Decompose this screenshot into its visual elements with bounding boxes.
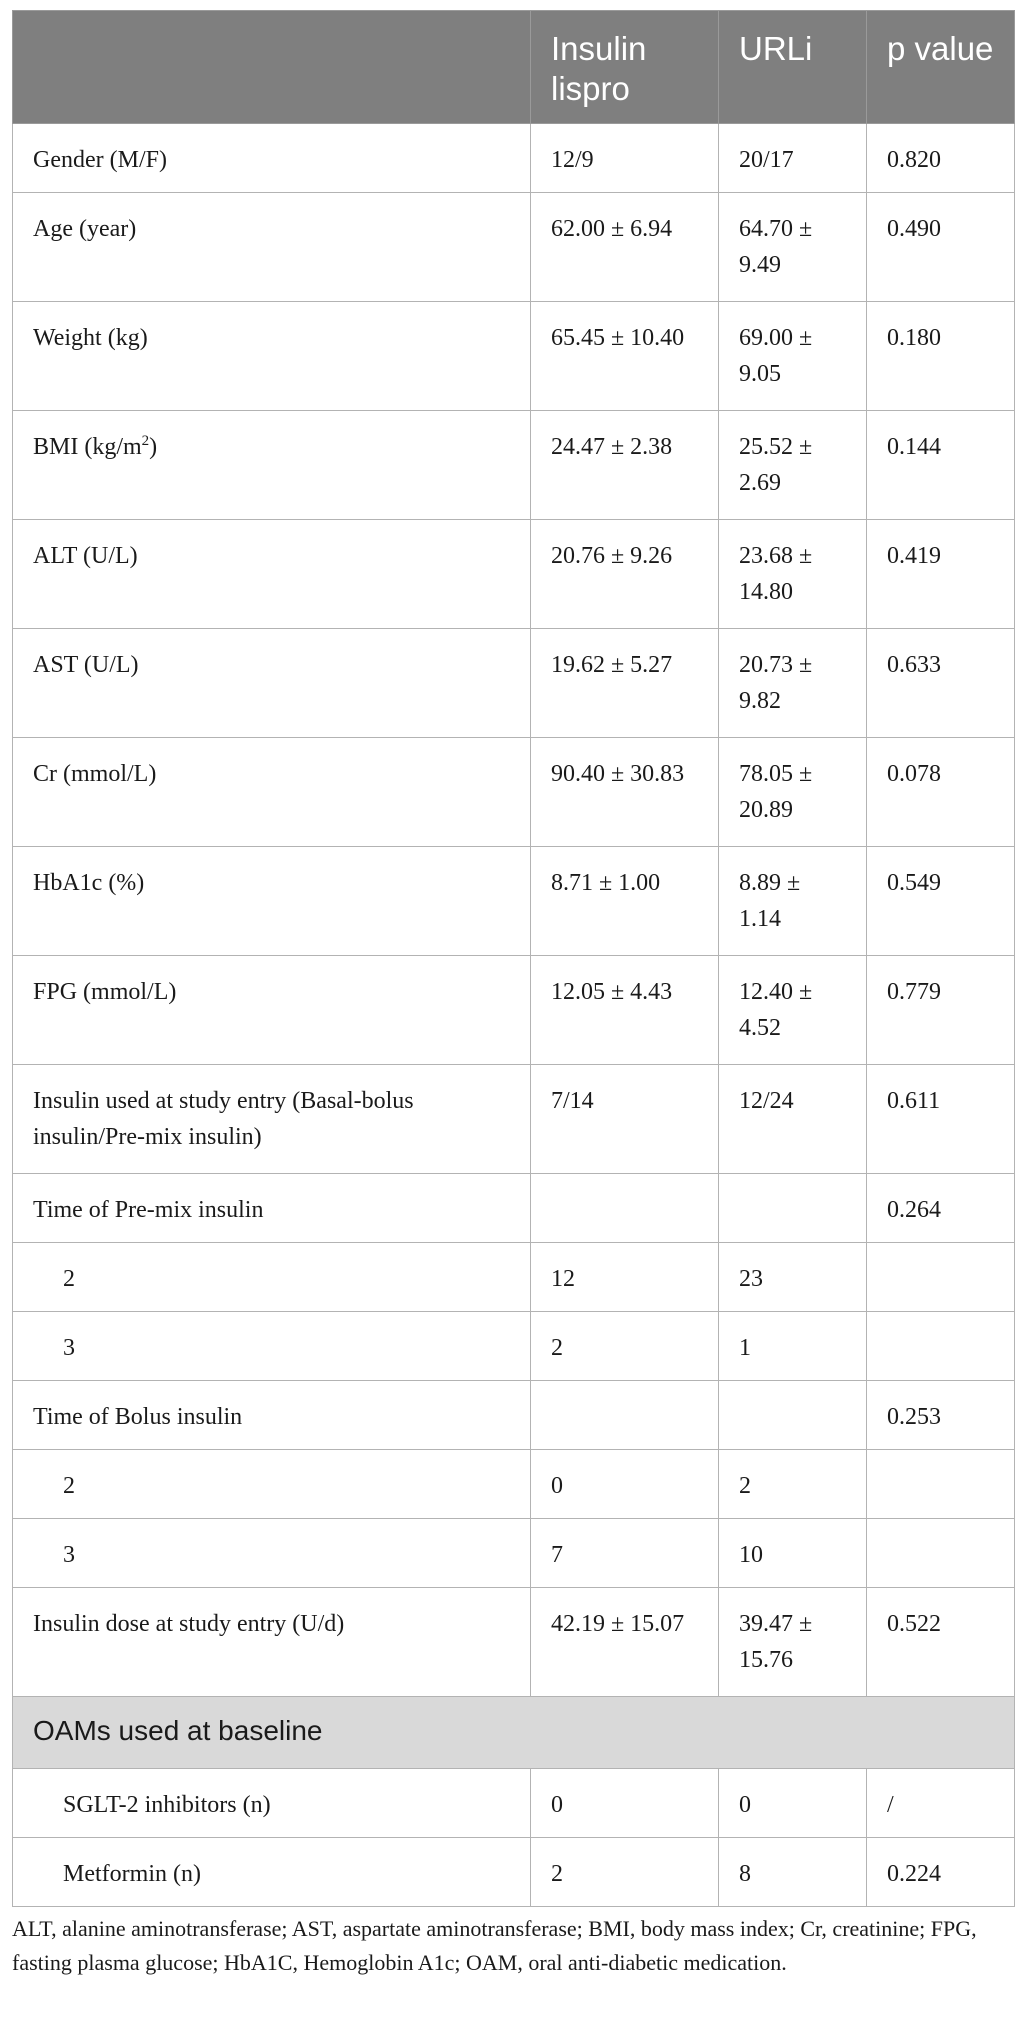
row-label bbox=[13, 411, 531, 520]
cell-p-value: 0.490 bbox=[867, 193, 1015, 302]
table-row bbox=[13, 193, 1015, 302]
cell-p-value: 0.078 bbox=[867, 738, 1015, 847]
table-row bbox=[13, 738, 1015, 847]
cell-lispro: 2 bbox=[531, 1838, 719, 1907]
cell-urli: 20.73 ± 9.82 bbox=[719, 629, 867, 738]
cell-urli: 8.89 ± 1.14 bbox=[719, 847, 867, 956]
cell-p-value: 0.144 bbox=[867, 411, 1015, 520]
bmi-label-superscript: 2 bbox=[141, 433, 150, 449]
row-label: Time of Bolus insulin bbox=[13, 1381, 531, 1450]
cell-p-value: 0.419 bbox=[867, 520, 1015, 629]
cell-lispro bbox=[531, 1381, 719, 1450]
cell-lispro bbox=[531, 1174, 719, 1243]
table-row bbox=[13, 847, 1015, 956]
cell-urli: 10 bbox=[719, 1519, 867, 1588]
row-label: Age (year) bbox=[13, 193, 531, 302]
row-label: Insulin used at study entry (Basal-bolus insulin/Pre-mix insulin) bbox=[13, 1065, 531, 1174]
cell-urli: 2 bbox=[719, 1450, 867, 1519]
row-label: 3 bbox=[13, 1312, 531, 1381]
row-label: Cr (mmol/L) bbox=[13, 738, 531, 847]
cell-urli: 78.05 ± 20.89 bbox=[719, 738, 867, 847]
cell-lispro: 42.19 ± 15.07 bbox=[531, 1588, 719, 1697]
cell-p-value bbox=[867, 1519, 1015, 1588]
header-urli: URLi bbox=[719, 11, 867, 124]
baseline-characteristics-table bbox=[12, 10, 1015, 1907]
cell-p-value: 0.633 bbox=[867, 629, 1015, 738]
row-label: AST (U/L) bbox=[13, 629, 531, 738]
cell-p-value: 0.522 bbox=[867, 1588, 1015, 1697]
section-title: OAMs used at baseline bbox=[13, 1697, 1015, 1769]
row-label: Insulin dose at study entry (U/d) bbox=[13, 1588, 531, 1697]
table-row bbox=[13, 629, 1015, 738]
table-row bbox=[13, 520, 1015, 629]
cell-urli: 20/17 bbox=[719, 124, 867, 193]
table-row bbox=[13, 1588, 1015, 1697]
header-variable bbox=[13, 11, 531, 124]
cell-lispro: 12 bbox=[531, 1243, 719, 1312]
table-row bbox=[13, 411, 1015, 520]
row-label: 2 bbox=[13, 1243, 531, 1312]
cell-lispro: 19.62 ± 5.27 bbox=[531, 629, 719, 738]
cell-lispro: 62.00 ± 6.94 bbox=[531, 193, 719, 302]
row-label: Time of Pre-mix insulin bbox=[13, 1174, 531, 1243]
row-label: 3 bbox=[13, 1519, 531, 1588]
cell-urli: 12/24 bbox=[719, 1065, 867, 1174]
row-label: Metformin (n) bbox=[13, 1838, 531, 1907]
section-header-row bbox=[13, 1697, 1015, 1769]
cell-p-value: 0.264 bbox=[867, 1174, 1015, 1243]
cell-urli: 12.40 ± 4.52 bbox=[719, 956, 867, 1065]
cell-lispro: 7 bbox=[531, 1519, 719, 1588]
cell-p-value: 0.180 bbox=[867, 302, 1015, 411]
table-row bbox=[13, 956, 1015, 1065]
bmi-label-close: ) bbox=[149, 434, 158, 460]
cell-p-value bbox=[867, 1312, 1015, 1381]
cell-urli: 8 bbox=[719, 1838, 867, 1907]
baseline-characteristics-table-wrap bbox=[12, 10, 1014, 1907]
cell-p-value bbox=[867, 1243, 1015, 1312]
table-footnote: ALT, alanine aminotransferase; AST, aspartate aminotransferase; BMI, body mass index; Cr, creatinine; FPG, fasting plasma glucose; HbA1C, Hemoglobin A1c; OAM, oral anti-diabetic medication. bbox=[12, 1916, 977, 1975]
row-label: FPG (mmol/L) bbox=[13, 956, 531, 1065]
row-label: Weight (kg) bbox=[13, 302, 531, 411]
cell-urli bbox=[719, 1174, 867, 1243]
header-p-value: p value bbox=[867, 11, 1015, 124]
cell-p-value: 0.779 bbox=[867, 956, 1015, 1065]
cell-lispro: 8.71 ± 1.00 bbox=[531, 847, 719, 956]
cell-lispro: 90.40 ± 30.83 bbox=[531, 738, 719, 847]
cell-lispro: 0 bbox=[531, 1450, 719, 1519]
table-row bbox=[13, 302, 1015, 411]
cell-lispro: 12/9 bbox=[531, 124, 719, 193]
row-label: Gender (M/F) bbox=[13, 124, 531, 193]
cell-urli: 64.70 ± 9.49 bbox=[719, 193, 867, 302]
table-row bbox=[13, 1769, 1015, 1838]
cell-p-value bbox=[867, 1450, 1015, 1519]
cell-urli: 1 bbox=[719, 1312, 867, 1381]
cell-lispro: 7/14 bbox=[531, 1065, 719, 1174]
cell-lispro: 12.05 ± 4.43 bbox=[531, 956, 719, 1065]
cell-p-value: 0.549 bbox=[867, 847, 1015, 956]
cell-urli: 23 bbox=[719, 1243, 867, 1312]
cell-urli bbox=[719, 1381, 867, 1450]
cell-urli: 0 bbox=[719, 1769, 867, 1838]
cell-p-value: / bbox=[867, 1769, 1015, 1838]
cell-lispro: 0 bbox=[531, 1769, 719, 1838]
cell-urli: 25.52 ± 2.69 bbox=[719, 411, 867, 520]
cell-lispro: 24.47 ± 2.38 bbox=[531, 411, 719, 520]
table-row bbox=[13, 1450, 1015, 1519]
table-row bbox=[13, 1065, 1015, 1174]
bmi-label-text: BMI (kg/m bbox=[33, 434, 142, 460]
table-row bbox=[13, 124, 1015, 193]
row-label: 2 bbox=[13, 1450, 531, 1519]
table-row bbox=[13, 1243, 1015, 1312]
cell-urli: 39.47 ± 15.76 bbox=[719, 1588, 867, 1697]
table-row bbox=[13, 1838, 1015, 1907]
cell-p-value: 0.611 bbox=[867, 1065, 1015, 1174]
header-insulin-lispro: Insulin lispro bbox=[531, 11, 719, 124]
cell-urli: 23.68 ± 14.80 bbox=[719, 520, 867, 629]
cell-lispro: 2 bbox=[531, 1312, 719, 1381]
cell-urli: 69.00 ± 9.05 bbox=[719, 302, 867, 411]
table-row bbox=[13, 1312, 1015, 1381]
cell-lispro: 65.45 ± 10.40 bbox=[531, 302, 719, 411]
cell-lispro: 20.76 ± 9.26 bbox=[531, 520, 719, 629]
table-row bbox=[13, 1174, 1015, 1243]
row-label: HbA1c (%) bbox=[13, 847, 531, 956]
row-label: SGLT-2 inhibitors (n) bbox=[13, 1769, 531, 1838]
cell-p-value: 0.253 bbox=[867, 1381, 1015, 1450]
table-header-row bbox=[13, 11, 1015, 124]
table-row bbox=[13, 1519, 1015, 1588]
cell-p-value: 0.224 bbox=[867, 1838, 1015, 1907]
cell-p-value: 0.820 bbox=[867, 124, 1015, 193]
table-row bbox=[13, 1381, 1015, 1450]
row-label: ALT (U/L) bbox=[13, 520, 531, 629]
